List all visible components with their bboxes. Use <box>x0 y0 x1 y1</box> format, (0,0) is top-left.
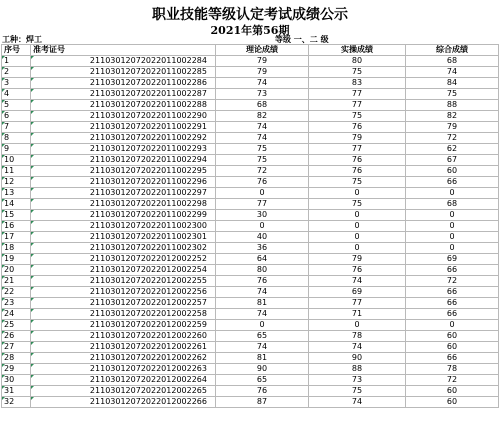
cell-exam-id[interactable]: 21103012072022012002257 <box>31 298 216 309</box>
cell-total-score[interactable]: 0 <box>406 210 499 221</box>
cell-seq[interactable]: 22 <box>2 287 31 298</box>
cell-practical-score[interactable]: 76 <box>309 122 406 133</box>
cell-practical-score[interactable]: 77 <box>309 100 406 111</box>
cell-exam-id[interactable]: 21103012072022011002301 <box>31 232 216 243</box>
cell-practical-score[interactable]: 0 <box>309 221 406 232</box>
cell-practical-score[interactable]: 0 <box>309 210 406 221</box>
cell-theory-score[interactable]: 76 <box>216 177 309 188</box>
cell-seq[interactable]: 32 <box>2 397 31 408</box>
cell-exam-id[interactable]: 21103012072022011002284 <box>31 56 216 67</box>
table-row <box>2 122 499 133</box>
table-row <box>2 199 499 210</box>
cell-theory-score[interactable]: 65 <box>216 331 309 342</box>
cell-exam-id[interactable]: 21103012072022012002263 <box>31 364 216 375</box>
header-theory-score[interactable]: 理论成绩 <box>216 45 309 56</box>
cell-seq[interactable]: 31 <box>2 386 31 397</box>
cell-seq[interactable]: 16 <box>2 221 31 232</box>
cell-exam-id[interactable]: 21103012072022011002295 <box>31 166 216 177</box>
cell-total-score[interactable]: 72 <box>406 375 499 386</box>
cell-theory-score[interactable]: 65 <box>216 375 309 386</box>
cell-practical-score[interactable]: 73 <box>309 375 406 386</box>
cell-theory-score[interactable]: 73 <box>216 89 309 100</box>
cell-theory-score[interactable]: 81 <box>216 298 309 309</box>
cell-theory-score[interactable]: 72 <box>216 166 309 177</box>
cell-practical-score[interactable]: 75 <box>309 111 406 122</box>
cell-practical-score[interactable]: 88 <box>309 364 406 375</box>
table-row <box>2 342 499 353</box>
cell-theory-score[interactable]: 30 <box>216 210 309 221</box>
cell-exam-id[interactable]: 21103012072022012002261 <box>31 342 216 353</box>
cell-exam-id[interactable]: 21103012072022011002294 <box>31 155 216 166</box>
cell-exam-id[interactable]: 21103012072022011002296 <box>31 177 216 188</box>
cell-total-score[interactable]: 66 <box>406 309 499 320</box>
cell-total-score[interactable]: 0 <box>406 320 499 331</box>
table-row <box>2 221 499 232</box>
table-row <box>2 386 499 397</box>
cell-practical-score[interactable]: 83 <box>309 78 406 89</box>
cell-practical-score[interactable]: 74 <box>309 342 406 353</box>
cell-seq[interactable]: 18 <box>2 243 31 254</box>
cell-seq[interactable]: 26 <box>2 331 31 342</box>
table-row <box>2 265 499 276</box>
cell-theory-score[interactable]: 81 <box>216 353 309 364</box>
table-row <box>2 397 499 408</box>
cell-total-score[interactable]: 60 <box>406 342 499 353</box>
table-row <box>2 67 499 78</box>
cell-seq[interactable]: 13 <box>2 188 31 199</box>
cell-exam-id[interactable]: 21103012072022011002299 <box>31 210 216 221</box>
cell-total-score[interactable]: 66 <box>406 177 499 188</box>
cell-exam-id[interactable]: 21103012072022011002287 <box>31 89 216 100</box>
cell-exam-id[interactable]: 21103012072022011002302 <box>31 243 216 254</box>
cell-total-score[interactable]: 72 <box>406 133 499 144</box>
cell-practical-score[interactable]: 77 <box>309 89 406 100</box>
cell-total-score[interactable]: 68 <box>406 199 499 210</box>
cell-seq[interactable]: 1 <box>2 56 31 67</box>
cell-total-score[interactable]: 0 <box>406 232 499 243</box>
cell-theory-score[interactable]: 75 <box>216 155 309 166</box>
cell-seq[interactable]: 8 <box>2 133 31 144</box>
cell-theory-score[interactable]: 79 <box>216 67 309 78</box>
cell-seq[interactable]: 2 <box>2 67 31 78</box>
table-row <box>2 287 499 298</box>
cell-theory-score[interactable]: 74 <box>216 287 309 298</box>
cell-seq[interactable]: 17 <box>2 232 31 243</box>
cell-theory-score[interactable]: 79 <box>216 56 309 67</box>
cell-seq[interactable]: 25 <box>2 320 31 331</box>
cell-seq[interactable]: 3 <box>2 78 31 89</box>
cell-theory-score[interactable]: 0 <box>216 221 309 232</box>
header-total-score[interactable]: 综合成绩 <box>406 45 499 56</box>
cell-total-score[interactable]: 66 <box>406 287 499 298</box>
cell-exam-id[interactable]: 21103012072022012002259 <box>31 320 216 331</box>
cell-seq[interactable]: 9 <box>2 144 31 155</box>
cell-theory-score[interactable]: 74 <box>216 78 309 89</box>
table-row <box>2 144 499 155</box>
cell-practical-score[interactable]: 0 <box>309 320 406 331</box>
cell-exam-id[interactable]: 21103012072022011002292 <box>31 133 216 144</box>
table-row <box>2 188 499 199</box>
cell-practical-score[interactable]: 71 <box>309 309 406 320</box>
cell-theory-score[interactable]: 0 <box>216 188 309 199</box>
cell-total-score[interactable]: 0 <box>406 221 499 232</box>
cell-theory-score[interactable]: 74 <box>216 309 309 320</box>
cell-total-score[interactable]: 84 <box>406 78 499 89</box>
header-seq[interactable]: 序号 <box>2 45 31 56</box>
level-label: 等级 一、二 级 <box>275 35 329 44</box>
cell-total-score[interactable]: 66 <box>406 353 499 364</box>
cell-seq[interactable]: 28 <box>2 353 31 364</box>
cell-total-score[interactable]: 0 <box>406 188 499 199</box>
cell-seq[interactable]: 21 <box>2 276 31 287</box>
cell-practical-score[interactable]: 75 <box>309 386 406 397</box>
cell-practical-score[interactable]: 79 <box>309 133 406 144</box>
page-subtitle: 2021年第56期 <box>210 24 290 37</box>
table-row <box>2 133 499 144</box>
cell-practical-score[interactable]: 0 <box>309 188 406 199</box>
cell-theory-score[interactable]: 90 <box>216 364 309 375</box>
cell-theory-score[interactable]: 74 <box>216 122 309 133</box>
table-row <box>2 111 499 122</box>
cell-practical-score[interactable]: 74 <box>309 276 406 287</box>
table-row <box>2 100 499 111</box>
cell-theory-score[interactable]: 77 <box>216 199 309 210</box>
cell-practical-score[interactable]: 75 <box>309 177 406 188</box>
cell-exam-id[interactable]: 21103012072022011002298 <box>31 199 216 210</box>
cell-exam-id[interactable]: 21103012072022012002256 <box>31 287 216 298</box>
cell-theory-score[interactable]: 36 <box>216 243 309 254</box>
cell-seq[interactable]: 4 <box>2 89 31 100</box>
table-row <box>2 320 499 331</box>
cell-total-score[interactable]: 67 <box>406 155 499 166</box>
cell-total-score[interactable]: 78 <box>406 364 499 375</box>
cell-theory-score[interactable]: 82 <box>216 111 309 122</box>
cell-practical-score[interactable]: 78 <box>309 331 406 342</box>
cell-total-score[interactable]: 60 <box>406 397 499 408</box>
cell-total-score[interactable]: 66 <box>406 298 499 309</box>
cell-exam-id[interactable]: 21103012072022011002291 <box>31 122 216 133</box>
cell-seq[interactable]: 12 <box>2 177 31 188</box>
table-row <box>2 78 499 89</box>
cell-theory-score[interactable]: 68 <box>216 100 309 111</box>
cell-practical-score[interactable]: 75 <box>309 199 406 210</box>
cell-total-score[interactable]: 82 <box>406 111 499 122</box>
table-row <box>2 243 499 254</box>
cell-exam-id[interactable]: 21103012072022011002288 <box>31 100 216 111</box>
cell-theory-score[interactable]: 40 <box>216 232 309 243</box>
cell-total-score[interactable]: 79 <box>406 122 499 133</box>
cell-total-score[interactable]: 60 <box>406 331 499 342</box>
cell-theory-score[interactable]: 76 <box>216 386 309 397</box>
table-row <box>2 276 499 287</box>
cell-total-score[interactable]: 72 <box>406 276 499 287</box>
job-label: 工种：焊工 <box>2 35 42 44</box>
cell-theory-score[interactable]: 87 <box>216 397 309 408</box>
cell-exam-id[interactable]: 21103012072022011002297 <box>31 188 216 199</box>
cell-theory-score[interactable]: 74 <box>216 342 309 353</box>
table-row <box>2 331 499 342</box>
table-row <box>2 364 499 375</box>
cell-seq[interactable]: 15 <box>2 210 31 221</box>
cell-practical-score[interactable]: 74 <box>309 397 406 408</box>
cell-exam-id[interactable]: 21103012072022012002255 <box>31 276 216 287</box>
cell-total-score[interactable]: 68 <box>406 56 499 67</box>
cell-practical-score[interactable]: 76 <box>309 265 406 276</box>
table-row <box>2 56 499 67</box>
cell-practical-score[interactable]: 69 <box>309 287 406 298</box>
cell-exam-id[interactable]: 21103012072022011002290 <box>31 111 216 122</box>
cell-exam-id[interactable]: 21103012072022012002265 <box>31 386 216 397</box>
table-row <box>2 353 499 364</box>
cell-practical-score[interactable]: 90 <box>309 353 406 364</box>
page-title: 职业技能等级认定考试成绩公示 <box>152 7 348 23</box>
cell-exam-id[interactable]: 21103012072022012002260 <box>31 331 216 342</box>
cell-seq[interactable]: 20 <box>2 265 31 276</box>
cell-practical-score[interactable]: 77 <box>309 298 406 309</box>
cell-total-score[interactable]: 60 <box>406 386 499 397</box>
cell-theory-score[interactable]: 80 <box>216 265 309 276</box>
table-row <box>2 309 499 320</box>
cell-exam-id[interactable]: 21103012072022012002258 <box>31 309 216 320</box>
table-row <box>2 232 499 243</box>
cell-seq[interactable]: 10 <box>2 155 31 166</box>
cell-seq[interactable]: 11 <box>2 166 31 177</box>
cell-seq[interactable]: 30 <box>2 375 31 386</box>
table-row <box>2 210 499 221</box>
cell-total-score[interactable]: 62 <box>406 144 499 155</box>
cell-exam-id[interactable]: 21103012072022012002254 <box>31 265 216 276</box>
cell-exam-id[interactable]: 21103012072022011002293 <box>31 144 216 155</box>
table-row <box>2 298 499 309</box>
cell-total-score[interactable]: 60 <box>406 166 499 177</box>
cell-practical-score[interactable]: 76 <box>309 166 406 177</box>
table-row <box>2 177 499 188</box>
cell-total-score[interactable]: 74 <box>406 67 499 78</box>
cell-total-score[interactable]: 69 <box>406 254 499 265</box>
cell-seq[interactable]: 23 <box>2 298 31 309</box>
cell-total-score[interactable]: 0 <box>406 243 499 254</box>
cell-seq[interactable]: 14 <box>2 199 31 210</box>
cell-exam-id[interactable]: 21103012072022011002285 <box>31 67 216 78</box>
cell-practical-score[interactable]: 0 <box>309 243 406 254</box>
cell-theory-score[interactable]: 0 <box>216 320 309 331</box>
cell-exam-id[interactable]: 21103012072022012002266 <box>31 397 216 408</box>
cell-exam-id[interactable]: 21103012072022011002286 <box>31 78 216 89</box>
cell-practical-score[interactable]: 79 <box>309 254 406 265</box>
cell-seq[interactable]: 6 <box>2 111 31 122</box>
cell-exam-id[interactable]: 21103012072022011002300 <box>31 221 216 232</box>
table-row <box>2 166 499 177</box>
header-practical-score[interactable]: 实操成绩 <box>309 45 406 56</box>
cell-exam-id[interactable]: 21103012072022012002264 <box>31 375 216 386</box>
cell-practical-score[interactable]: 80 <box>309 56 406 67</box>
table-row <box>2 155 499 166</box>
cell-practical-score[interactable]: 0 <box>309 232 406 243</box>
cell-seq[interactable]: 7 <box>2 122 31 133</box>
cell-practical-score[interactable]: 75 <box>309 67 406 78</box>
table-header-row <box>2 45 499 56</box>
table-row <box>2 254 499 265</box>
cell-theory-score[interactable]: 74 <box>216 133 309 144</box>
cell-seq[interactable]: 24 <box>2 309 31 320</box>
cell-practical-score[interactable]: 77 <box>309 144 406 155</box>
table-row <box>2 375 499 386</box>
cell-theory-score[interactable]: 75 <box>216 144 309 155</box>
cell-exam-id[interactable]: 21103012072022012002252 <box>31 254 216 265</box>
cell-theory-score[interactable]: 64 <box>216 254 309 265</box>
cell-theory-score[interactable]: 76 <box>216 276 309 287</box>
cell-seq[interactable]: 27 <box>2 342 31 353</box>
cell-seq[interactable]: 29 <box>2 364 31 375</box>
header-exam-id[interactable]: 准考证号 <box>31 45 216 56</box>
cell-total-score[interactable]: 75 <box>406 89 499 100</box>
cell-practical-score[interactable]: 76 <box>309 155 406 166</box>
table-row <box>2 89 499 100</box>
score-table <box>1 44 499 408</box>
cell-seq[interactable]: 19 <box>2 254 31 265</box>
cell-total-score[interactable]: 88 <box>406 100 499 111</box>
cell-total-score[interactable]: 66 <box>406 265 499 276</box>
cell-seq[interactable]: 5 <box>2 100 31 111</box>
cell-exam-id[interactable]: 21103012072022012002262 <box>31 353 216 364</box>
